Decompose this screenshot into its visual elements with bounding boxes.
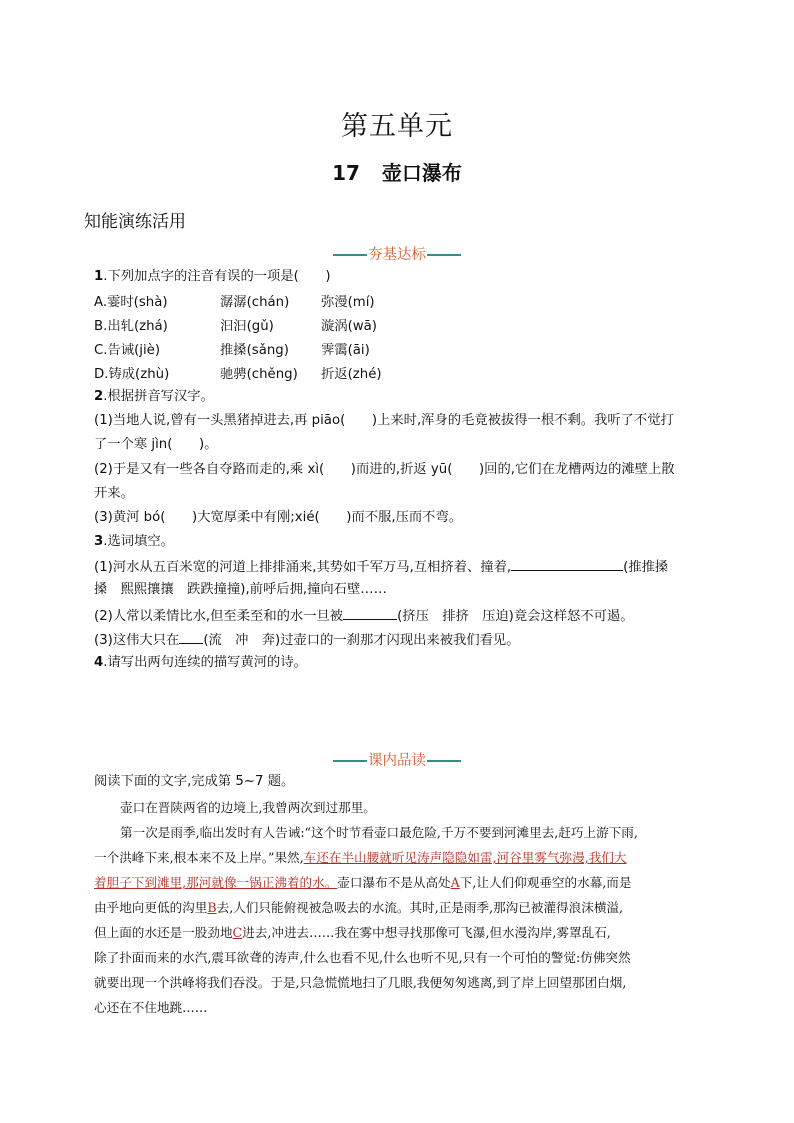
passage-paragraph-1: 壶口在晋陕两省的边境上,我曾两次到过那里。	[120, 800, 376, 815]
question-2-line-5: (3)黄河 bó( )大宽厚柔中有刚;xié( )而不服,压而不弯。	[94, 510, 463, 525]
blank-mark-b: B	[207, 900, 217, 915]
blank-mark-a: A	[450, 875, 460, 890]
option-b-2: 汩汩(gǔ)	[220, 319, 274, 334]
option-d-1: D.铸成(zhù)	[94, 367, 170, 382]
question-3-line-3: (2)人常以柔情比水,但至柔至和的水一旦被 (挤压 排挤 压迫)竟会这样怒不可遏。	[94, 605, 634, 627]
option-b-3: 漩涡(wā)	[321, 319, 377, 334]
divider-line-right	[427, 760, 461, 762]
passage-line-1: 第一次是雨季,临出发时有人告诫:“这个时节看壶口最危险,千万不要到河滩里去,赶巧上游下雨,	[120, 825, 638, 840]
question-3-stem: 3.选词填空。	[94, 534, 174, 549]
question-3-line-4: (3)这伟大只在 (流 冲 奔)过壶口的一刹那才闪现出来被我们看见。	[94, 629, 520, 651]
passage-line-4: 由乎地向更低的沟里B去,人们只能俯视被急吸去的水流。其时,正是雨季,那沟已被灌得浪沫横溢,	[94, 900, 624, 915]
passage-line-2: 一个洪峰下来,根本来不及上岸。”果然,车还在半山腰就听见涛声隐隐如雷,河谷里雾气弥漫,我们大	[94, 850, 627, 865]
option-a-3: 弥漫(mí)	[321, 295, 375, 310]
question-2-line-2: 了一个寒 jìn( )。	[94, 437, 218, 452]
question-1-stem: 1.下列加点字的注音有误的一项是( )	[94, 269, 331, 284]
option-c-2: 推搡(sǎng)	[220, 343, 289, 358]
question-4-stem: 4.请写出两句连续的描写黄河的诗。	[94, 655, 307, 670]
question-1-options	[94, 291, 694, 387]
section-divider-reading	[0, 749, 794, 770]
question-2-line-3: (2)于是又有一些各自夺路而走的,乘 xì( )而进的,折返 yū( )回的,它们在龙槽两边的滩壁上散	[94, 462, 675, 477]
question-2-line-1: (1)当地人说,曾有一头黑猪掉进去,再 piāo( )上来时,浑身的毛竟被拔得一根不剩。我听了不觉打	[94, 413, 674, 428]
option-d-2: 驰骋(chěng)	[220, 367, 298, 382]
passage-line-7: 就要出现一个洪峰将我们吞没。于是,只急慌慌地扫了几眼,我便匆匆逃离,到了岸上回望那团白烟,	[94, 975, 627, 990]
divider-line-right	[427, 254, 461, 256]
option-b-1: B.出轧(zhá)	[94, 319, 168, 334]
underlined-sentence-cont: 着胆子下到滩里,那河就像一锅正沸着的水。	[94, 875, 338, 890]
section-label-basic: 夯基达标	[368, 247, 426, 263]
passage-line-5: 但上面的水还是一股劲地C进去,冲进去……我在雾中想寻找那像可飞瀑,但水漫沟岸,雾罩乱石,	[94, 925, 611, 940]
blank-3[interactable]	[179, 629, 203, 644]
section-label-reading: 课内品读	[368, 753, 426, 769]
option-a-1: A.霎时(shà)	[94, 295, 168, 310]
lesson-name: 壶口瀑布	[381, 161, 462, 185]
option-c-1: C.告诫(jiè)	[94, 343, 161, 358]
lesson-number: 17	[332, 161, 360, 185]
question-3-line-2: 搡 熙熙攘攘 跌跌撞撞),前呼后拥,撞向石壁……	[94, 582, 387, 597]
passage-line-8: 心还在不住地跳……	[94, 1000, 208, 1015]
lesson-title	[0, 157, 794, 186]
reading-intro: 阅读下面的文字,完成第 5~7 题。	[94, 774, 295, 789]
section-heading: 知能演练活用	[84, 212, 186, 232]
passage-line-3: 着胆子下到滩里,那河就像一锅正沸着的水。壶口瀑布不是从高处A下,让人们仰观垂空的水幕,而是	[94, 875, 632, 890]
option-d-3: 折返(zhé)	[321, 367, 382, 382]
underlined-sentence: 车还在半山腰就听见涛声隐隐如雷,河谷里雾气弥漫,我们大	[303, 850, 627, 865]
passage-line-6: 除了扑面而来的水汽,震耳欲聋的涛声,什么也看不见,什么也听不见,只有一个可怕的警觉:仿佛突然	[94, 950, 631, 965]
option-a-2: 潺潺(chán)	[220, 295, 290, 310]
section-divider-basic	[0, 243, 794, 264]
question-2-line-4: 开来。	[94, 486, 134, 501]
divider-line-left	[333, 254, 367, 256]
question-3-line-1: (1)河水从五百米宽的河道上排排涌来,其势如千军万马,互相挤着、撞着, (推推搡	[94, 556, 668, 578]
unit-title: 第五单元	[341, 111, 453, 142]
question-2-stem: 2.根据拼音写汉字。	[94, 389, 214, 404]
divider-line-left	[333, 760, 367, 762]
option-c-3: 霁霭(āi)	[321, 343, 370, 358]
blank-mark-c: C	[232, 925, 243, 940]
blank-1[interactable]	[511, 556, 623, 571]
blank-2[interactable]	[343, 605, 397, 620]
